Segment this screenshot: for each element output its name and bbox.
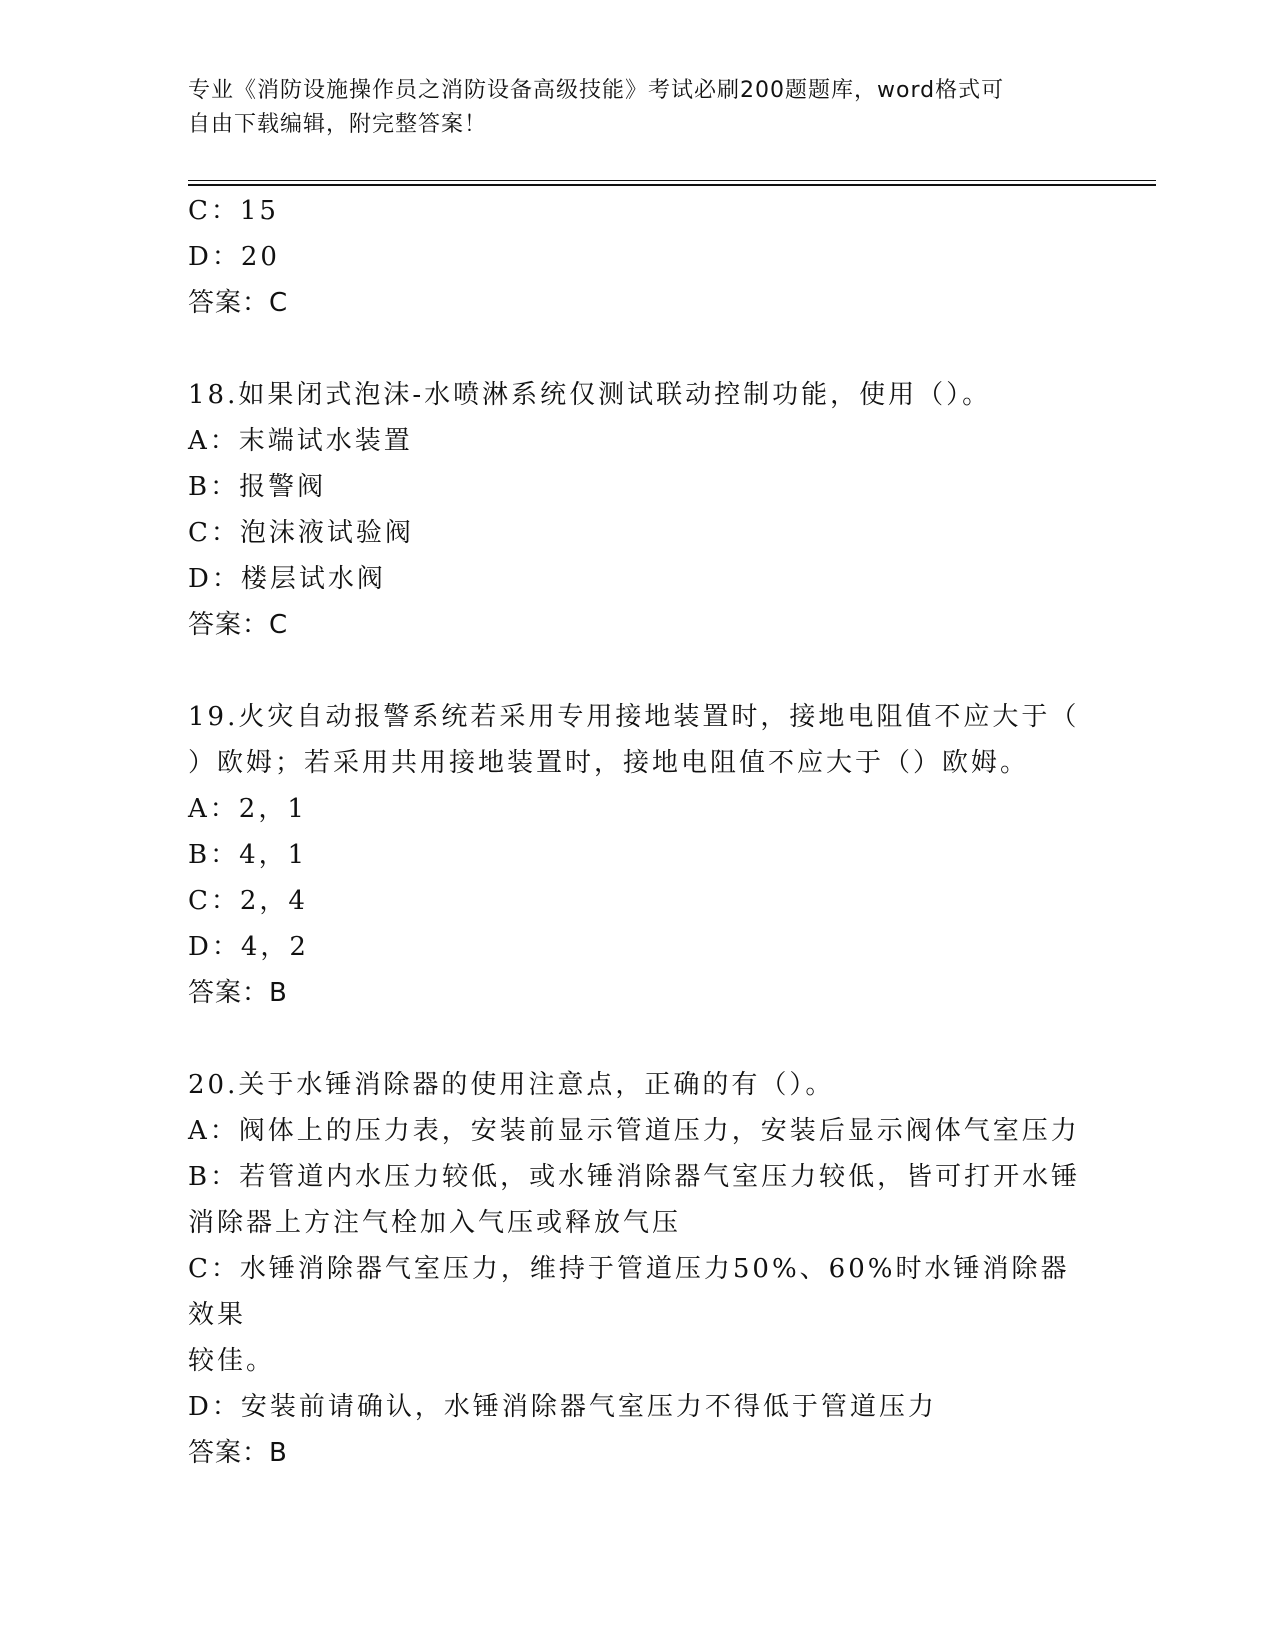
option-b-line-1: B：若管道内水压力较低，或水锤消除器气室压力较低，皆可打开水锤	[188, 1162, 1081, 1192]
option-c: C：15	[188, 196, 279, 226]
option-a: A：末端试水装置	[188, 426, 413, 456]
option-d: D：楼层试水阀	[188, 564, 386, 594]
answer-line: 答案：B	[188, 978, 288, 1008]
question-18	[188, 372, 1088, 648]
header-title-line-1: 专业《消防设施操作员之消防设备高级技能》考试必刷200题题库，word格式可	[188, 78, 1005, 103]
question-19	[188, 694, 1088, 1016]
spacer	[188, 326, 1088, 372]
question-20	[188, 1062, 1088, 1476]
option-c: C：泡沫液试验阀	[188, 518, 414, 548]
option-c: C：2，4	[188, 886, 308, 916]
option-d: D：20	[188, 242, 280, 272]
spacer	[188, 648, 1088, 694]
question-stem-line-1: 19.火灾自动报警系统若采用专用接地装置时，接地电阻值不应大于（	[188, 702, 1080, 732]
document-header	[188, 74, 1068, 142]
answer-line: 答案：B	[188, 1438, 288, 1468]
option-c-line-1: C：水锤消除器气室压力，维持于管道压力50%、60%时水锤消除器效果	[188, 1254, 1070, 1330]
option-b: B：4，1	[188, 840, 308, 870]
answer-line: 答案：C	[188, 610, 289, 640]
question-list	[188, 188, 1088, 1476]
option-b-line-2: 消除器上方注气栓加入气压或释放气压	[188, 1208, 682, 1238]
option-b: B：报警阀	[188, 472, 327, 502]
option-c-line-2: 较佳。	[188, 1346, 276, 1376]
question-17-tail	[188, 188, 1088, 326]
option-a: A：阀体上的压力表，安装前显示管道压力，安装后显示阀体气室压力	[188, 1116, 1080, 1146]
answer-line: 答案：C	[188, 288, 289, 318]
option-a: A：2，1	[188, 794, 307, 824]
header-divider-thick	[188, 184, 1156, 186]
question-stem-line-2: ）欧姆；若采用共用接地装置时，接地电阻值不应大于（）欧姆。	[188, 748, 1030, 778]
header-title-line-2: 自由下载编辑，附完整答案！	[188, 112, 488, 137]
option-d: D：安装前请确认，水锤消除器气室压力不得低于管道压力	[188, 1392, 937, 1422]
question-stem: 18.如果闭式泡沫-水喷淋系统仅测试联动控制功能，使用（）。	[188, 380, 992, 410]
header-divider-thin	[188, 180, 1156, 181]
spacer	[188, 1016, 1088, 1062]
option-d: D：4，2	[188, 932, 309, 962]
question-stem: 20.关于水锤消除器的使用注意点，正确的有（）。	[188, 1070, 835, 1100]
